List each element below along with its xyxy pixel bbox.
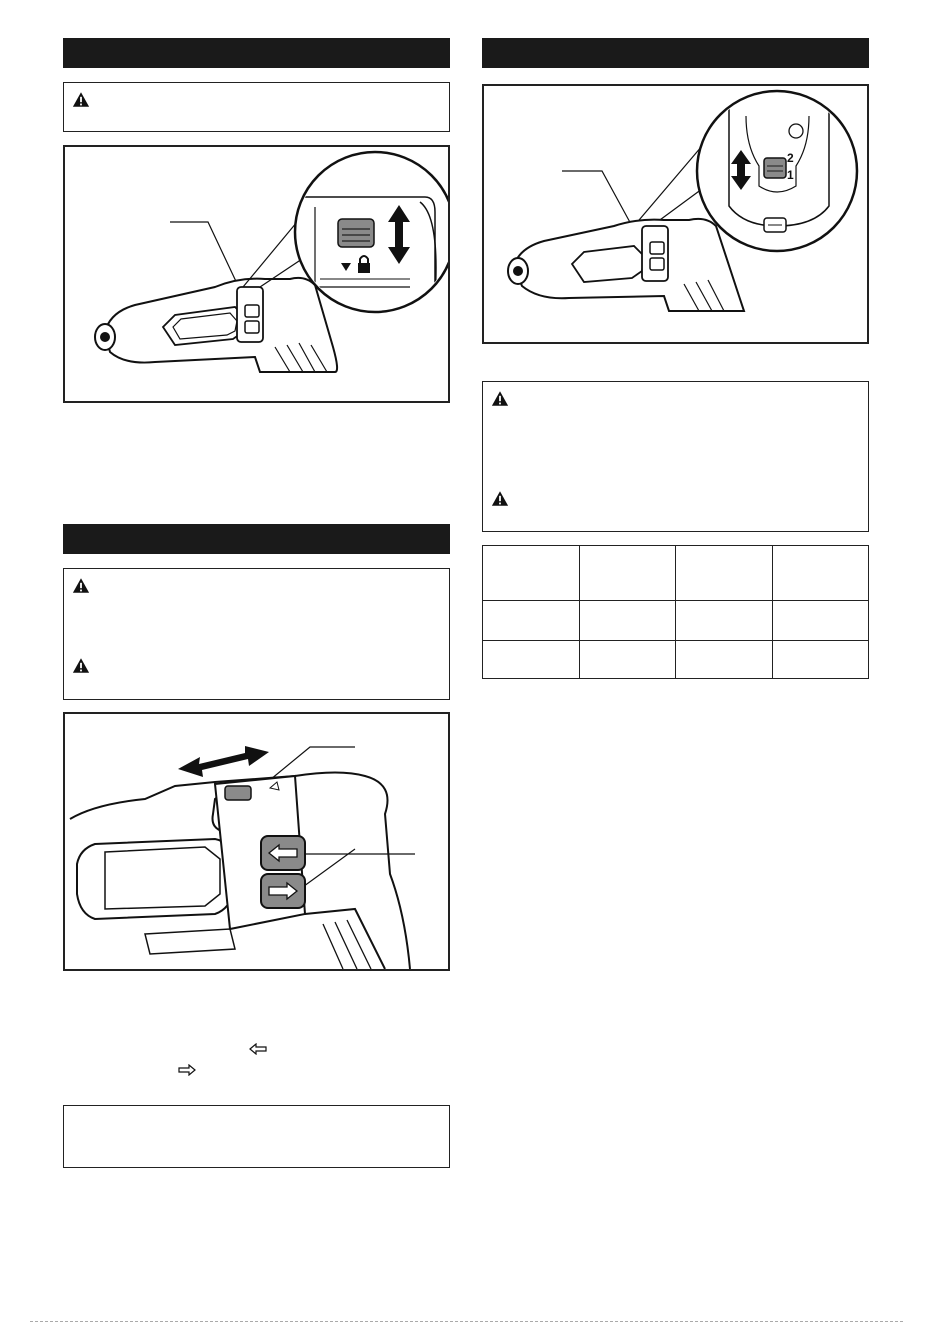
table-cell xyxy=(772,601,869,641)
table-cell xyxy=(579,601,676,641)
page-bottom-rule xyxy=(30,1321,903,1322)
table-row xyxy=(483,601,869,641)
right-arrow-outline-icon xyxy=(178,1064,196,1076)
caution-box-speed-change xyxy=(482,381,869,532)
table-cell xyxy=(676,601,773,641)
left-arrow-outline-icon xyxy=(249,1043,267,1055)
warning-triangle-icon xyxy=(491,390,509,407)
table-cell xyxy=(676,641,773,679)
table-cell xyxy=(579,546,676,601)
table-cell xyxy=(483,641,580,679)
driver-illustration-reversing xyxy=(65,714,448,969)
table-cell xyxy=(772,641,869,679)
warning-triangle-icon xyxy=(72,577,90,594)
table-cell xyxy=(483,546,580,601)
speed-mark-lower: 1 xyxy=(787,168,794,182)
warning-triangle-icon xyxy=(72,657,90,674)
table-row xyxy=(483,546,869,601)
driver-illustration-lock xyxy=(65,147,448,401)
table-row xyxy=(483,641,869,679)
caution-box-reversing-switch xyxy=(63,568,450,700)
warning-triangle-icon xyxy=(72,91,90,108)
section-header-bar-switch-lock xyxy=(63,38,450,68)
speed-table xyxy=(482,545,869,679)
table-cell xyxy=(772,546,869,601)
table-cell xyxy=(483,601,580,641)
table-cell xyxy=(676,546,773,601)
section-header-bar-reversing-switch xyxy=(63,524,450,554)
driver-illustration-speed xyxy=(484,86,867,342)
speed-mark-upper: 2 xyxy=(787,151,794,165)
figure-switch-lock xyxy=(63,145,450,403)
notice-box-reversing xyxy=(63,1105,450,1168)
figure-reversing-switch xyxy=(63,712,450,971)
warning-triangle-icon xyxy=(491,490,509,507)
table-cell xyxy=(579,641,676,679)
caution-box-switch-lock xyxy=(63,82,450,132)
section-header-bar-speed-change xyxy=(482,38,869,68)
figure-speed-change xyxy=(482,84,869,344)
